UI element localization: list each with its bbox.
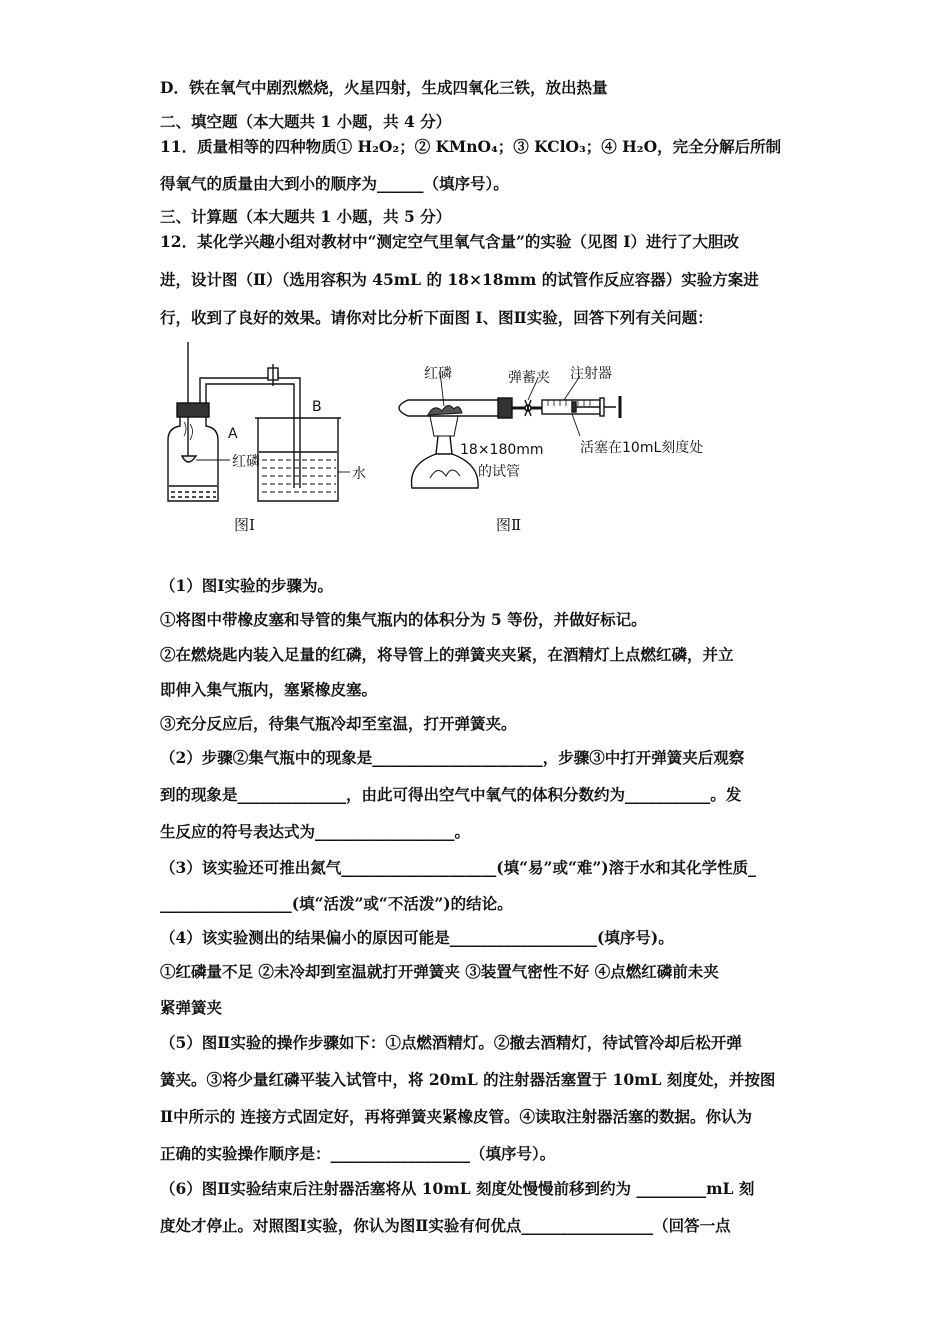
q12-part4-options: ①红磷量不足 ②未冷却到室温就打开弹簧夹 ③装置气密性不好 ④点燃红磷前未夹 <box>160 962 719 981</box>
q12-part4-options-cont: 紧弹簧夹 <box>160 998 223 1017</box>
fig1-label-b: B <box>312 399 322 415</box>
q12-part2-line-3: 生反应的符号表达式为__________________。 <box>160 822 471 841</box>
q12-line-1: 12．某化学兴趣小组对教材中“测定空气里氧气含量”的实验（见图 I）进行了大胆改 <box>160 232 740 251</box>
q12-part5-line-3: Ⅱ中所示的 连接方式固定好，再将弹簧夹紧橡皮管。④读取注射器活塞的数据。你认为 <box>160 1107 752 1126</box>
fig2-label-spring-clip: 弹蓄夹 <box>508 370 550 386</box>
q12-part5-line-2: 簧夹。③将少量红磷平装入试管中，将 20mL 的注射器活塞置于 10mL 刻度处，并按图 <box>160 1070 776 1089</box>
q12-step-3: ③充分反应后，待集气瓶冷却至室温，打开弹簧夹。 <box>160 714 517 733</box>
q12-line-3: 行，收到了良好的效果。请你对比分析下面图 I、图Ⅱ实验，回答下列有关问题： <box>160 308 713 327</box>
fig2-caption: 图Ⅱ <box>496 516 522 534</box>
q12-part5-line-4: 正确的实验操作顺序是：__________________（填序号）。 <box>160 1144 556 1163</box>
section-calc-heading: 三、计算题（本大题共 1 小题，共 5 分） <box>160 207 452 226</box>
q12-part2-line-1: （2）步骤②集气瓶中的现象是______________________，步骤③中打开弹簧夹后观察 <box>160 748 745 767</box>
q12-part6-line-1: （6）图Ⅱ实验结束后注射器活塞将从 10mL 刻度处慢慢前移到约为 _________mL 刻 <box>160 1179 755 1198</box>
q12-part3-line-2: _________________(填“活泼”或“不活泼”)的结论。 <box>160 894 513 913</box>
q12-part3-line-1: （3）该实验还可推出氮气____________________(填“易”或“难”)溶于水和其化学性质_ <box>160 858 756 877</box>
q11-line-2: 得氧气的质量由大到小的顺序为______（填序号）。 <box>160 174 509 193</box>
figure-1 <box>168 342 350 501</box>
fig1-label-water: 水 <box>352 466 366 482</box>
fig2-label-piston: 活塞在10mL刻度处 <box>580 440 704 456</box>
q12-part6-line-2: 度处才停止。对照图Ⅰ实验，你认为图Ⅱ实验有何优点_________________（回答一点 <box>160 1216 731 1235</box>
q12-line-2: 进，设计图（Ⅱ）（选用容积为 45mL 的 18×18mm 的试管作反应容器）实验方案进 <box>160 270 759 289</box>
q12-step-2-line-1: ②在燃烧匙内装入足量的红磷，将导管上的弹簧夹夹紧，在酒精灯上点燃红磷，并立 <box>160 645 734 664</box>
q12-step-1: ①将图中带橡皮塞和导管的集气瓶内的体积分为 5 等份，并做好标记。 <box>160 610 647 629</box>
fig2-label-tube-size: 18×180mm <box>460 442 544 458</box>
q12-part5-line-1: （5）图Ⅱ实验的操作步骤如下：①点燃酒精灯。②撤去酒精灯，待试管冷却后松开弹 <box>160 1033 742 1052</box>
section-fill-blank-heading: 二、填空题（本大题共 1 小题，共 4 分） <box>160 112 452 131</box>
experiment-figure <box>160 336 720 546</box>
fig1-label-a: A <box>228 426 238 442</box>
q12-part1-heading: （1）图Ⅰ实验的步骤为。 <box>160 576 334 595</box>
q11-line-1: 11．质量相等的四种物质① H₂O₂；② KMnO₄；③ KClO₃；④ H₂O，完全分解后所制 <box>160 137 782 156</box>
q12-part2-line-2: 到的现象是______________，由此可得出空气中氧气的体积分数约为___________。发 <box>160 785 742 804</box>
fig2-label-red-phosphorus: 红磷 <box>424 366 452 382</box>
fig1-caption: 图Ⅰ <box>234 516 255 534</box>
fig1-label-red-phosphorus: 红磷 <box>232 454 260 470</box>
q12-part4-line-1: （4）该实验测出的结果偏小的原因可能是___________________(填序号)。 <box>160 928 674 947</box>
apparatus-diagram <box>160 336 720 546</box>
line-option-d: D．铁在氧气中剧烈燃烧，火星四射，生成四氧化三铁，放出热量 <box>160 78 608 97</box>
fig2-label-tube: 的试管 <box>478 464 520 480</box>
fig2-label-syringe: 注射器 <box>570 366 612 382</box>
q12-step-2-line-2: 即伸入集气瓶内，塞紧橡皮塞。 <box>160 680 378 699</box>
